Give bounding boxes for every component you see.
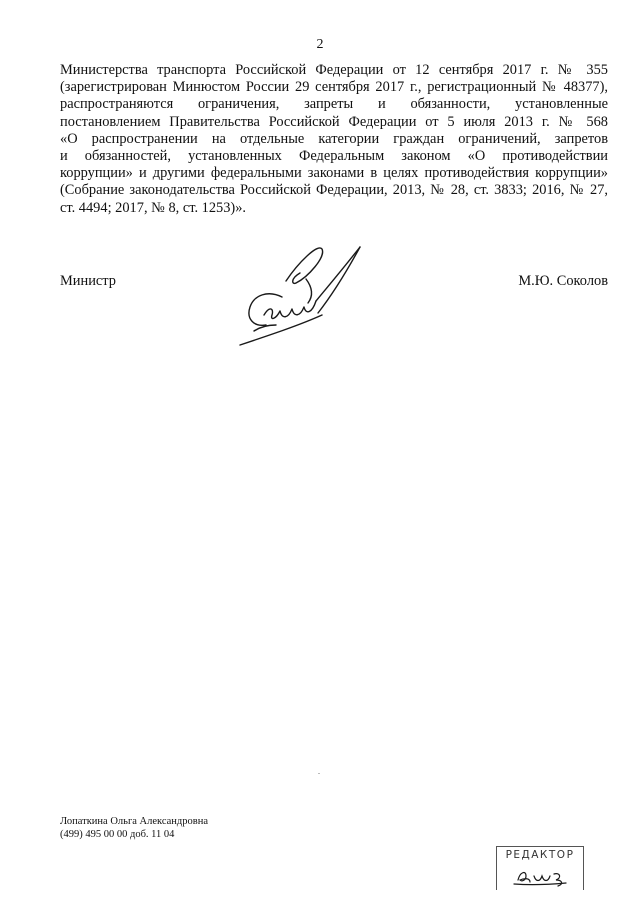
body-line: «О распространении на отдельные категории граждан ограничений, запретов [60,130,608,147]
body-line: распространяются ограничения, запреты и обязанности, установленные [60,96,608,113]
editor-stamp [496,846,584,890]
executor-phone: (499) 495 00 00 доб. 11 04 [60,829,175,840]
handwritten-signature [210,235,385,355]
scan-speck [318,773,320,774]
body-text [60,62,608,217]
signatory-name: М.Ю. Соколов [518,273,608,289]
body-line: и обязанностей, установленных Федеральным законом «О противодействии [60,148,608,165]
stamp-label: РЕДАКТОР [505,849,575,861]
body-line: ст. 4494; 2017, № 8, ст. 1253)». [60,199,247,216]
body-line: Министерства транспорта Российской Федерации от 12 сентября 2017 г. № 355 [60,62,608,78]
body-line: (Собрание законодательства Российской Федерации, 2013, № 28, ст. 3833; 2016, № 27, [60,182,608,199]
body-line: постановлением Правительства Российской Федерации от 5 июля 2013 г. № 568 [60,113,608,130]
editor-initials-signature [504,864,576,888]
executor-info [60,815,208,841]
body-line: коррупции» и другими федеральными законами в целях противодействия коррупции» [60,165,608,182]
signatory-title: Министр [60,273,116,289]
body-line: (зарегистрирован Минюстом России 29 сентября 2017 г., регистрационный № 48377), [60,79,608,96]
page-number: 2 [316,37,324,52]
executor-name: Лопаткина Ольга Александровна [60,816,209,827]
